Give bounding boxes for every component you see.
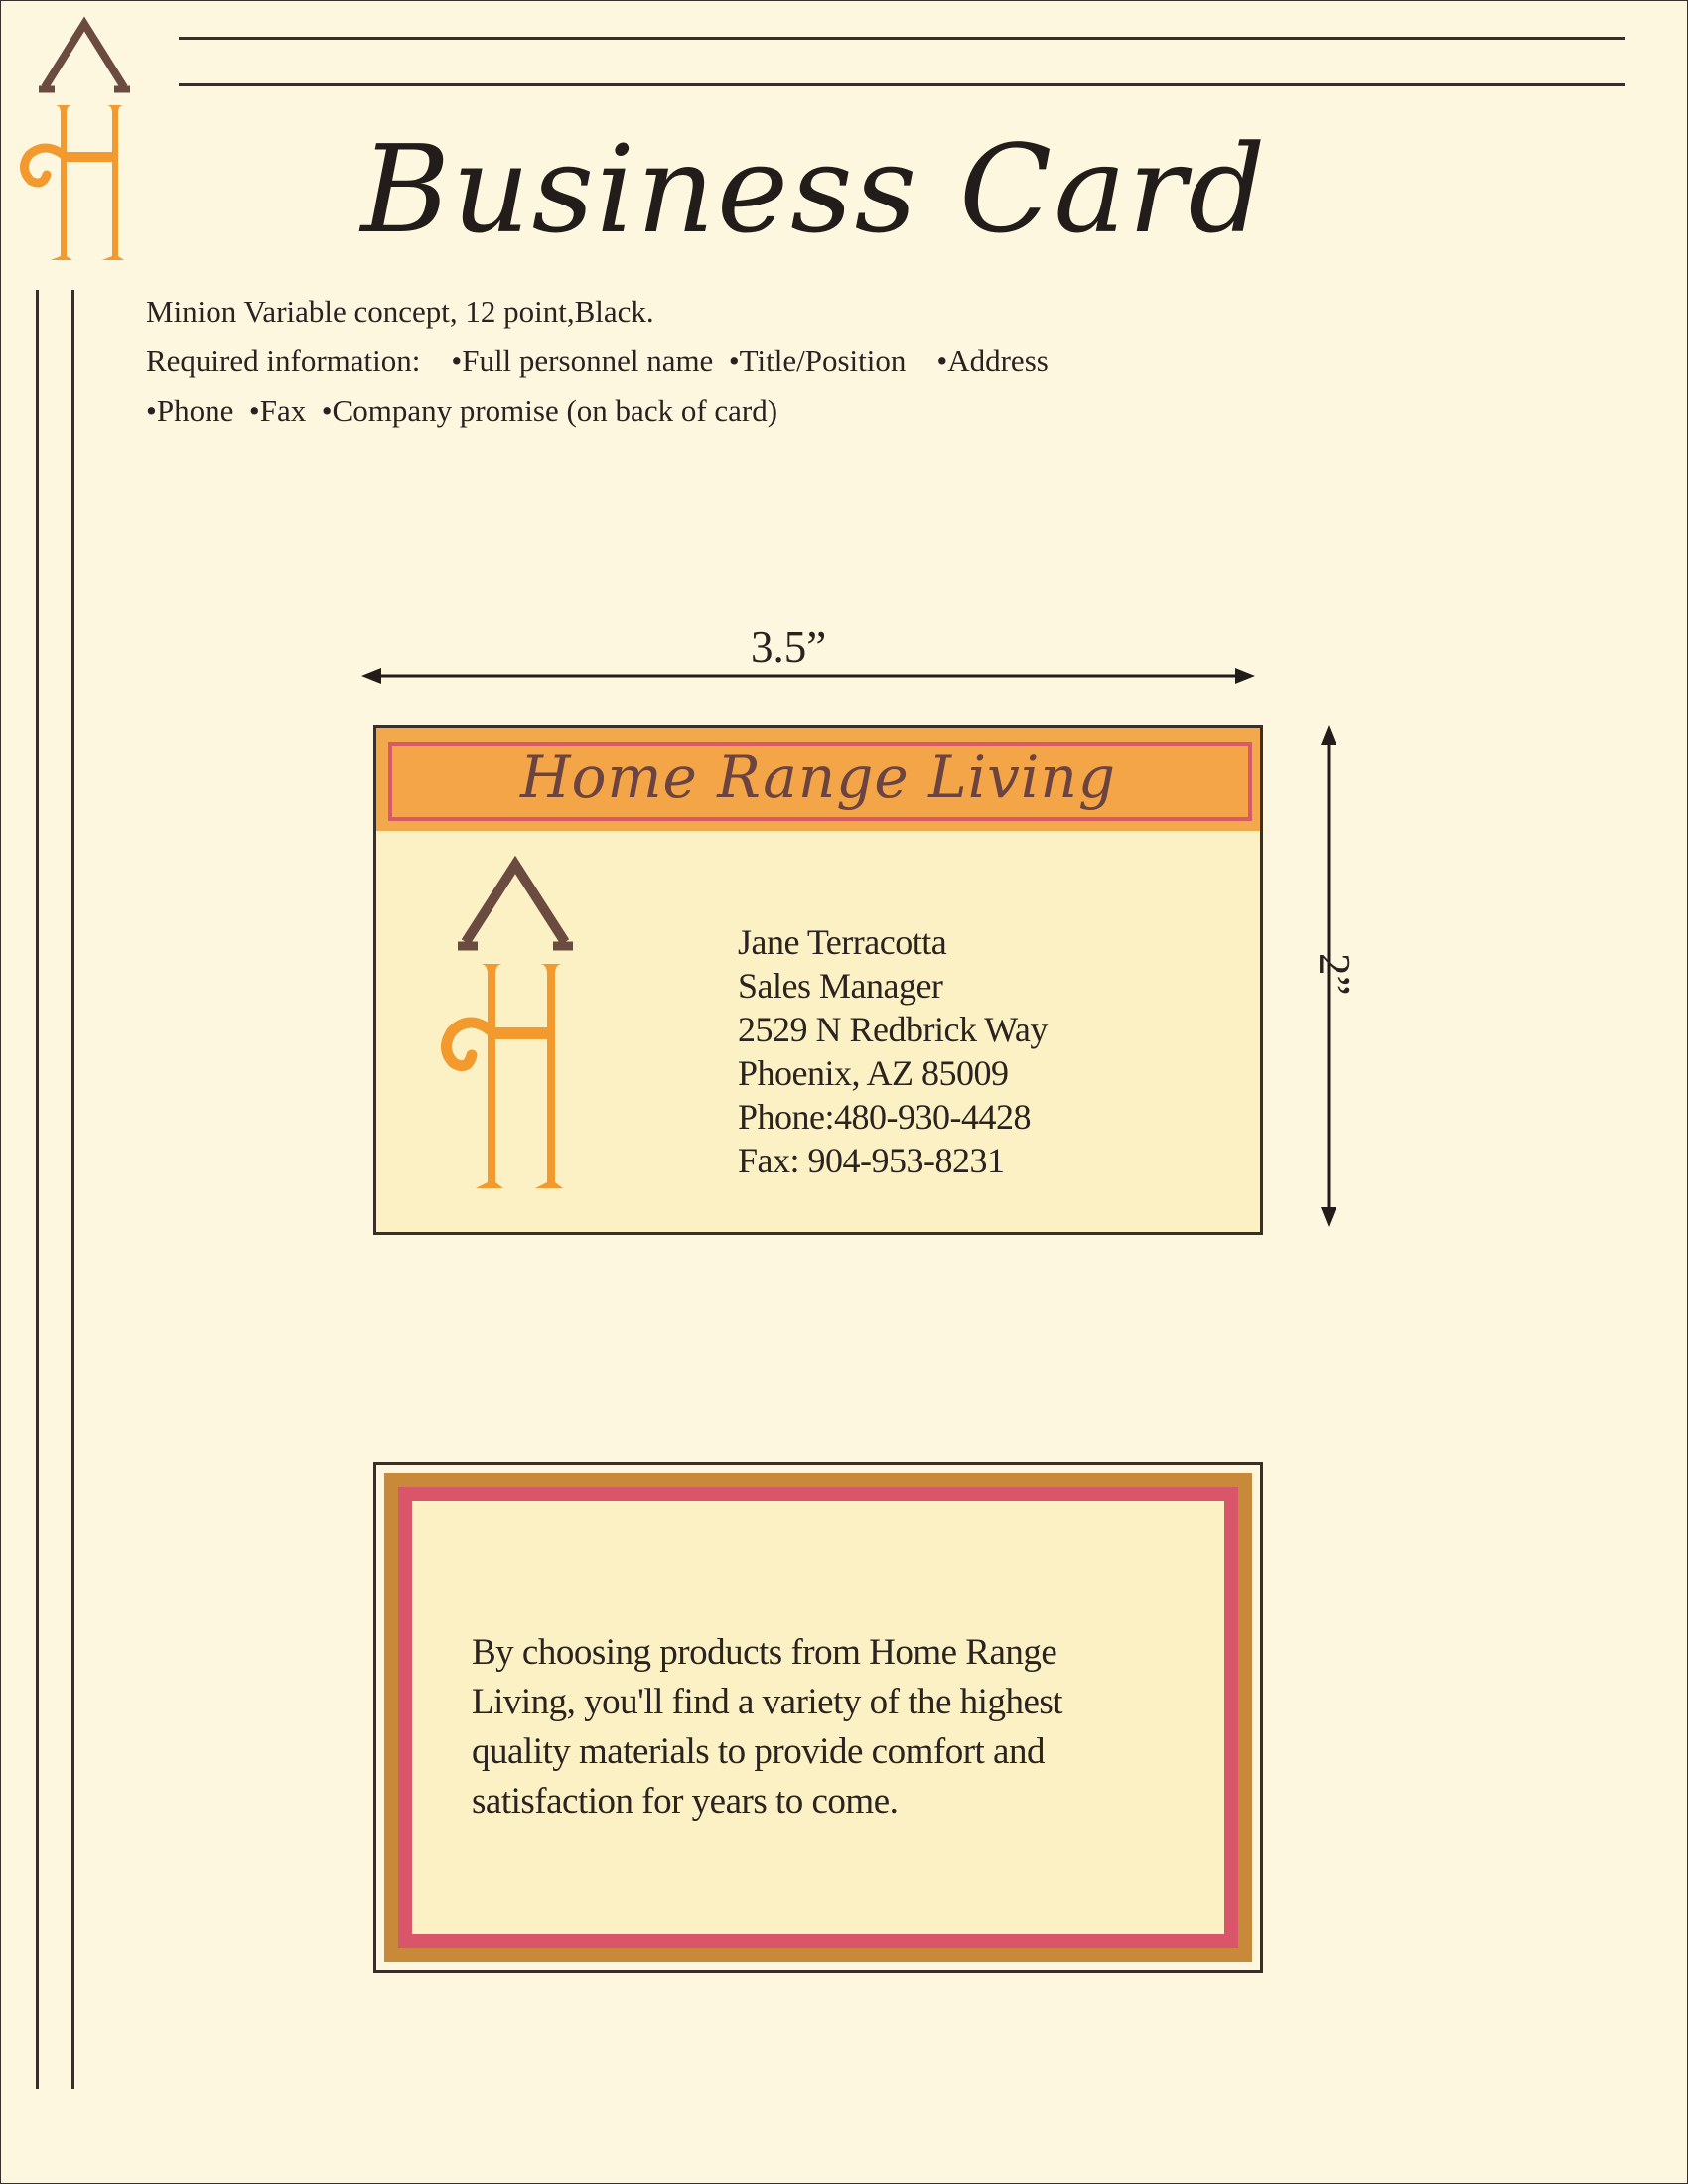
business-card-front [373, 725, 1263, 1235]
contact-city: Phoenix, AZ 85009 [738, 1053, 1009, 1093]
page-title: Business Card [360, 119, 1268, 260]
card-contact-block [738, 924, 1048, 1186]
margin-rule-inner [71, 290, 74, 2089]
margin-rule-outer [36, 290, 39, 2089]
spec-required-info: Required information: •Full personnel name •Title/Position •Address [146, 343, 1049, 378]
card-brand-name: Home Range Living [520, 744, 1116, 811]
business-card-back [373, 1462, 1263, 1973]
header-rule-top [179, 37, 1625, 40]
card-header-band [376, 728, 1260, 831]
card-back-gold-border [384, 1473, 1252, 1962]
contact-fax: Fax: 904-953-8231 [738, 1141, 1005, 1180]
width-dimension-label: 3.5” [751, 622, 827, 672]
card-back-panel [412, 1501, 1224, 1934]
card-back-pink-border [398, 1487, 1238, 1948]
height-dimension-label: 2” [1310, 953, 1359, 996]
card-home-logo-icon [436, 847, 595, 1194]
contact-title: Sales Manager [738, 966, 943, 1006]
contact-name: Jane Terracotta [738, 922, 947, 962]
spec-font-note: Minion Variable concept, 12 point,Black. [146, 294, 654, 329]
header-rule-bottom [179, 83, 1625, 86]
spec-required-info-cont: •Phone •Fax •Company promise (on back of card) [146, 393, 778, 428]
contact-phone: Phone:480-930-4428 [738, 1097, 1031, 1137]
contact-street: 2529 N Redbrick Way [738, 1010, 1048, 1049]
company-promise: By choosing products from Home Range Living, you'll find a variety of the highest quality materials to provide comfort and satisfaction for years to come. [472, 1632, 1063, 1822]
